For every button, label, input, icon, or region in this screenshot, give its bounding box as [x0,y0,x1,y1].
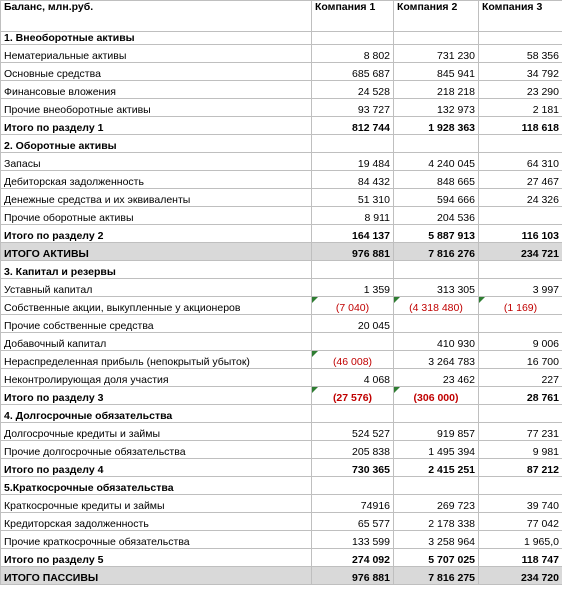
row-label: Денежные средства и их эквиваленты [1,189,312,207]
cell-value: 3 258 964 [428,536,475,548]
section-row [1,135,562,153]
value-cell-company-2 [394,423,479,441]
value-cell-company-3 [479,459,562,477]
value-cell-company-2 [394,405,479,423]
value-cell-company-1 [312,495,394,513]
cell-value: 9 981 [532,446,559,458]
cell-value: 919 857 [437,428,475,440]
row-label: Прочие оборотные активы [1,207,312,225]
value-cell-company-2 [394,171,479,189]
cell-value: 19 484 [357,158,390,170]
cell-value: 274 092 [352,554,390,566]
cell-value: 234 721 [521,248,559,260]
value-cell-company-2 [394,32,479,45]
value-cell-company-2 [394,45,479,63]
cell-value: 269 723 [437,500,475,512]
value-cell-company-3 [479,153,562,171]
value-cell-company-3 [479,333,562,351]
row-label: Добавочный капитал [1,333,312,351]
value-cell-company-2 [394,495,479,513]
value-cell-company-3 [479,567,562,585]
value-cell-company-2 [394,189,479,207]
cell-value: 51 310 [357,194,390,206]
cell-warning-marker [312,351,318,357]
cell-value: 3 997 [532,284,559,296]
section-row [1,32,562,45]
value-cell-company-2 [394,531,479,549]
cell-value: 1 965,0 [523,536,559,548]
value-cell-company-2 [394,261,479,279]
cell-value: 77 042 [526,518,559,530]
cell-value: 4 240 045 [428,158,475,170]
header-cell-company-2: Компания 2 [394,1,479,32]
row-label: ИТОГО ПАССИВЫ [1,567,312,585]
value-cell-company-3 [479,171,562,189]
cell-value: 8 802 [363,50,390,62]
table-row [1,189,562,207]
table-row [1,369,562,387]
header-row [1,1,562,32]
cell-value: 9 006 [532,338,559,350]
value-cell-company-2 [394,225,479,243]
row-label: Основные средства [1,63,312,81]
value-cell-company-1 [312,405,394,423]
value-cell-company-3 [479,135,562,153]
row-label: Итого по разделу 2 [1,225,312,243]
table-row [1,279,562,297]
row-label: Финансовые вложения [1,81,312,99]
table-row [1,423,562,441]
table-row [1,81,562,99]
cell-value: 39 740 [526,500,559,512]
cell-warning-marker [312,387,318,393]
value-cell-company-1 [312,171,394,189]
row-label: Нераспределенная прибыль (непокрытый убыток) [1,351,312,369]
value-cell-company-3 [479,405,562,423]
value-cell-company-1 [312,369,394,387]
value-cell-company-3 [479,117,562,135]
row-label: 5.Краткосрочные обязательства [1,477,312,495]
value-cell-company-1 [312,153,394,171]
value-cell-company-3 [479,99,562,117]
value-cell-company-1 [312,513,394,531]
header-cell-title: Баланс, млн.руб. [1,1,312,32]
total-row [1,459,562,477]
value-cell-company-2 [394,99,479,117]
cell-value: 116 103 [521,230,559,242]
value-cell-company-2 [394,549,479,567]
value-cell-company-2 [394,135,479,153]
row-label: Итого по разделу 3 [1,387,312,405]
cell-value: 7 816 275 [428,572,475,584]
value-cell-company-2 [394,387,479,405]
value-cell-company-2 [394,459,479,477]
cell-warning-marker [394,387,400,393]
table-row [1,207,562,225]
cell-value: 313 305 [437,284,475,296]
cell-warning-marker [394,297,400,303]
value-cell-company-1 [312,549,394,567]
table-row [1,441,562,459]
value-cell-company-1 [312,243,394,261]
value-cell-company-2 [394,477,479,495]
cell-value: 594 666 [437,194,475,206]
row-label: Итого по разделу 1 [1,117,312,135]
cell-value: 24 326 [526,194,559,206]
cell-value: 24 528 [357,86,390,98]
cell-value: 227 [541,374,559,386]
row-label: Собственные акции, выкупленные у акционеров [1,297,312,315]
row-label: Прочие внеоборотные активы [1,99,312,117]
table-row [1,333,562,351]
table-row [1,531,562,549]
value-cell-company-2 [394,513,479,531]
value-cell-company-1 [312,81,394,99]
row-label: 2. Оборотные активы [1,135,312,153]
value-cell-company-3 [479,225,562,243]
cell-value: 34 792 [526,68,559,80]
cell-value: 28 761 [526,392,559,404]
value-cell-company-1 [312,225,394,243]
cell-value: 1 359 [363,284,390,296]
value-cell-company-2 [394,279,479,297]
table-row [1,171,562,189]
row-label: 1. Внеоборотные активы [1,32,312,45]
value-cell-company-1 [312,441,394,459]
table-row [1,153,562,171]
cell-value: 16 700 [526,356,559,368]
row-label: 3. Капитал и резервы [1,261,312,279]
section-row [1,261,562,279]
cell-value: 234 720 [521,572,559,584]
cell-value: 93 727 [357,104,390,116]
value-cell-company-3 [479,513,562,531]
cell-value: 1 495 394 [428,446,475,458]
cell-value: 845 941 [437,68,475,80]
row-label: Дебиторская задолженность [1,171,312,189]
value-cell-company-3 [479,369,562,387]
value-cell-company-3 [479,423,562,441]
cell-value: 204 536 [437,212,475,224]
cell-value: (27 576) [332,392,373,404]
row-label: Краткосрочные кредиты и займы [1,495,312,513]
value-cell-company-1 [312,333,394,351]
table-row [1,99,562,117]
cell-value: 205 838 [352,446,390,458]
value-cell-company-3 [479,297,562,315]
cell-value: 58 356 [526,50,559,62]
cell-value: 164 137 [352,230,390,242]
value-cell-company-1 [312,189,394,207]
cell-value: 23 290 [526,86,559,98]
cell-value: 8 911 [364,212,390,224]
table-row [1,297,562,315]
table-row [1,495,562,513]
cell-value: 74916 [360,500,390,512]
row-label: Прочие собственные средства [1,315,312,333]
value-cell-company-1 [312,45,394,63]
section-row [1,405,562,423]
value-cell-company-1 [312,279,394,297]
header-cell-company-3: Компания 3 [479,1,562,32]
row-label: Итого по разделу 5 [1,549,312,567]
row-label: Итого по разделу 4 [1,459,312,477]
value-cell-company-3 [479,243,562,261]
value-cell-company-1 [312,315,394,333]
cell-value: 812 744 [352,122,390,134]
value-cell-company-3 [479,441,562,459]
cell-value: 7 816 276 [428,248,475,260]
value-cell-company-1 [312,477,394,495]
value-cell-company-1 [312,387,394,405]
total-row [1,243,562,261]
value-cell-company-3 [479,387,562,405]
cell-value: 118 747 [521,554,559,566]
cell-value: 731 230 [437,50,475,62]
value-cell-company-3 [479,261,562,279]
row-label: Запасы [1,153,312,171]
value-cell-company-3 [479,549,562,567]
cell-warning-marker [479,297,485,303]
value-cell-company-2 [394,441,479,459]
value-cell-company-1 [312,459,394,477]
value-cell-company-2 [394,81,479,99]
row-label: Прочие долгосрочные обязательства [1,441,312,459]
value-cell-company-2 [394,207,479,225]
cell-value: 218 218 [437,86,475,98]
value-cell-company-3 [479,279,562,297]
cell-value: 87 212 [526,464,559,476]
value-cell-company-2 [394,369,479,387]
value-cell-company-1 [312,207,394,225]
value-cell-company-3 [479,207,562,225]
row-label: Прочие краткосрочные обязательства [1,531,312,549]
value-cell-company-2 [394,351,479,369]
value-cell-company-2 [394,117,479,135]
table-row [1,315,562,333]
cell-value: 77 231 [526,428,559,440]
row-label: Долгосрочные кредиты и займы [1,423,312,441]
value-cell-company-1 [312,32,394,45]
cell-value: 2 178 338 [428,518,475,530]
cell-value: 64 310 [526,158,559,170]
table-row [1,351,562,369]
cell-value: 976 881 [352,572,390,584]
row-label: Уставный капитал [1,279,312,297]
cell-value: (46 008) [332,356,373,368]
value-cell-company-2 [394,63,479,81]
cell-value: 410 930 [437,338,475,350]
cell-value: 65 577 [357,518,390,530]
cell-value: 2 415 251 [428,464,475,476]
value-cell-company-1 [312,531,394,549]
value-cell-company-3 [479,531,562,549]
cell-value: 2 181 [532,104,559,116]
value-cell-company-1 [312,423,394,441]
row-label: Кредиторская задолженность [1,513,312,531]
cell-value: (306 000) [413,392,459,404]
total-row [1,567,562,585]
table-row [1,63,562,81]
table-row [1,513,562,531]
cell-value: (1 169) [503,302,538,314]
total-row [1,549,562,567]
cell-value: (7 040) [335,302,370,314]
table-row [1,45,562,63]
value-cell-company-2 [394,315,479,333]
value-cell-company-3 [479,315,562,333]
value-cell-company-3 [479,45,562,63]
cell-value: 132 973 [437,104,475,116]
value-cell-company-3 [479,351,562,369]
section-row [1,477,562,495]
cell-value: 84 432 [357,176,390,188]
value-cell-company-2 [394,153,479,171]
cell-value: 133 599 [352,536,390,548]
value-cell-company-3 [479,32,562,45]
cell-value: 5 887 913 [428,230,475,242]
value-cell-company-3 [479,63,562,81]
value-cell-company-2 [394,333,479,351]
value-cell-company-3 [479,189,562,207]
cell-value: 20 045 [357,320,390,332]
value-cell-company-2 [394,297,479,315]
value-cell-company-1 [312,261,394,279]
cell-value: 4 068 [363,374,390,386]
cell-value: 118 618 [521,122,559,134]
header-cell-company-1: Компания 1 [312,1,394,32]
value-cell-company-1 [312,117,394,135]
value-cell-company-2 [394,567,479,585]
value-cell-company-1 [312,567,394,585]
cell-value: 730 365 [352,464,390,476]
cell-value: 685 687 [352,68,390,80]
cell-value: 27 467 [526,176,559,188]
value-cell-company-1 [312,63,394,81]
row-label: Неконтролирующая доля участия [1,369,312,387]
cell-value: 848 665 [437,176,475,188]
value-cell-company-1 [312,99,394,117]
cell-value: 5 707 025 [428,554,475,566]
cell-value: 3 264 783 [428,356,475,368]
total-row [1,225,562,243]
cell-value: 524 527 [352,428,390,440]
cell-value: 1 928 363 [428,122,475,134]
value-cell-company-3 [479,477,562,495]
value-cell-company-2 [394,243,479,261]
value-cell-company-1 [312,351,394,369]
cell-warning-marker [312,297,318,303]
value-cell-company-3 [479,81,562,99]
value-cell-company-1 [312,135,394,153]
value-cell-company-3 [479,495,562,513]
row-label: ИТОГО АКТИВЫ [1,243,312,261]
total-row [1,387,562,405]
cell-value: (4 318 480) [409,302,463,314]
row-label: 4. Долгосрочные обязательства [1,405,312,423]
cell-value: 976 881 [352,248,390,260]
value-cell-company-1 [312,297,394,315]
row-label: Нематериальные активы [1,45,312,63]
cell-value: 23 462 [442,374,475,386]
total-row [1,117,562,135]
